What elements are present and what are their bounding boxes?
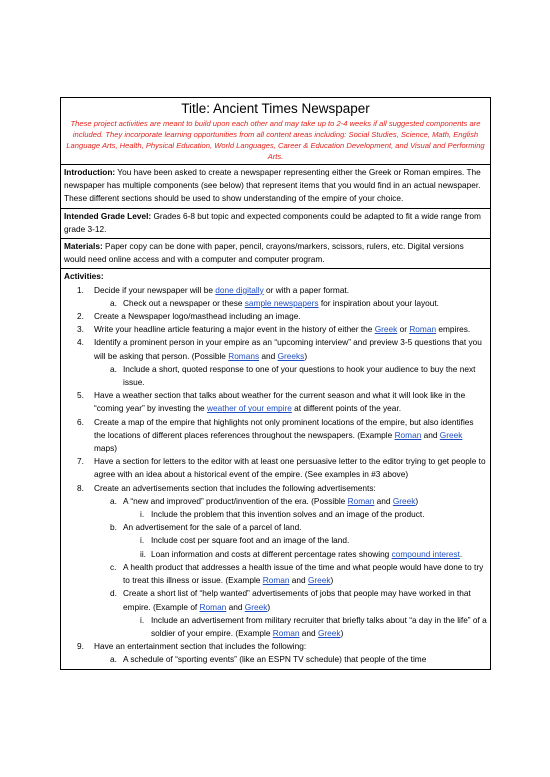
- activity-item: [64, 640, 487, 653]
- introduction-paragraph: [64, 166, 487, 206]
- document-table: [60, 97, 491, 670]
- materials-text: Paper copy can be done with paper, pencil, crayons/markers, scissors, rulers, etc. Digital versions would need online access and with a computer and computer program.: [64, 241, 464, 265]
- activity-text: and: [374, 495, 393, 506]
- activity-text: Loan information and costs at different percentage rates showing: [151, 548, 392, 559]
- activity-item: [64, 534, 487, 547]
- activity-link[interactable]: done digitally: [215, 284, 264, 295]
- activity-item: [64, 336, 487, 362]
- activity-text: Include cost per square foot and an image of the land.: [151, 535, 350, 546]
- list-marker: a.: [110, 495, 117, 506]
- activity-text: Have a section for letters to the editor with at least one persuasive letter to the editor trying to get people to agree with an idea about a historical event of the empire. (See examples in #3 above): [94, 456, 486, 480]
- activity-link[interactable]: weather of your empire: [206, 403, 292, 414]
- activity-text: Create a Newspaper logo/masthead including an image.: [94, 311, 301, 322]
- activity-text: Write your headline article featuring a major event in the history of either the: [94, 324, 375, 335]
- list-marker: 8.: [77, 482, 84, 493]
- activities-heading: [64, 270, 487, 283]
- activity-text: Identify a prominent person in your empire as an “upcoming interview” and preview 3-5 questions that you will be asking that person. (Possible: [94, 337, 482, 361]
- activities-cell: [61, 269, 490, 668]
- activity-link[interactable]: Greek: [317, 627, 341, 638]
- activity-link[interactable]: Greek: [439, 429, 463, 440]
- activity-text: and: [421, 429, 440, 440]
- activity-text: or: [397, 324, 410, 335]
- list-marker: c.: [110, 561, 117, 572]
- activity-text: An advertisement for the sale of a parcel of land.: [123, 522, 302, 533]
- activity-item: [64, 284, 487, 297]
- list-marker: 2.: [77, 311, 84, 322]
- activity-link[interactable]: compound interest: [391, 548, 460, 559]
- list-marker: 1.: [77, 284, 84, 295]
- activity-text: Include a short, quoted response to one of your questions to hook your audience to buy the next issue.: [123, 363, 476, 388]
- activity-link[interactable]: Roman: [199, 601, 227, 612]
- activity-link[interactable]: Greek: [244, 601, 268, 612]
- list-marker: a.: [110, 654, 117, 665]
- list-marker: ii.: [140, 548, 146, 559]
- activity-text: and: [299, 627, 318, 638]
- list-marker: 7.: [77, 456, 84, 467]
- subtitle-note: These project activities are meant to build upon each other and may take up to 2-4 weeks if all suggested components are included. They incorporate learning opportunities from all content areas including: Social Studies, Science, Math, English Language Arts, Health, Physical Education, World Languages, Career & Education Development, and Visual and Performing Arts.: [66, 119, 485, 161]
- list-marker: 4.: [77, 337, 84, 348]
- activity-item: [64, 482, 487, 495]
- activity-text: A schedule of “sporting events” (like an ESPN TV schedule) that people of the time: [123, 654, 427, 665]
- activity-text: empires.: [436, 324, 471, 335]
- activity-item: [64, 548, 487, 561]
- materials-paragraph: [64, 240, 487, 266]
- activity-text: .: [459, 548, 463, 559]
- list-marker: 3.: [77, 324, 84, 335]
- activity-item: [64, 561, 487, 587]
- grade-level-cell: [61, 209, 490, 239]
- activity-item: [64, 614, 487, 640]
- activity-text: Create a short list of “help wanted” advertisements of jobs that people may have worked in that empire. (Example of: [123, 588, 471, 612]
- activity-item: [64, 508, 487, 521]
- activity-item: [64, 310, 487, 323]
- activity-item: [64, 363, 487, 389]
- activity-item: [64, 653, 487, 666]
- activity-text: Have a weather section that talks about weather for the current season and what it will look like in the “coming year” by investing the: [94, 390, 466, 414]
- activity-text: Check out a newspaper or these: [123, 297, 245, 308]
- activity-item: [64, 587, 487, 613]
- activity-text: for inspiration about your layout.: [318, 297, 439, 308]
- list-marker: b.: [110, 522, 117, 533]
- introduction-label: Introduction:: [64, 167, 116, 177]
- activity-item: [64, 521, 487, 534]
- activity-link[interactable]: Greek: [392, 495, 416, 506]
- activity-text: and: [289, 575, 308, 586]
- activity-link[interactable]: Roman: [272, 627, 300, 638]
- activity-text: ): [304, 350, 308, 361]
- list-marker: 6.: [77, 416, 84, 427]
- activity-item: [64, 455, 487, 481]
- activity-text: ): [330, 575, 334, 586]
- grade-level-paragraph: [64, 210, 487, 236]
- list-marker: a.: [110, 297, 117, 308]
- list-marker: a.: [110, 363, 117, 374]
- activity-item: [64, 323, 487, 336]
- activity-link[interactable]: Greek: [374, 324, 398, 335]
- activity-text: A “new and improved” product/invention of the era. (Possible: [123, 495, 348, 506]
- activity-link[interactable]: sample newspapers: [244, 297, 319, 308]
- activity-link[interactable]: Roman: [347, 495, 375, 506]
- activity-item: [64, 297, 487, 310]
- materials-cell: [61, 239, 490, 269]
- list-marker: i.: [140, 614, 145, 625]
- title-cell: [61, 98, 490, 165]
- activity-text: maps): [94, 443, 118, 454]
- activity-item: [64, 389, 487, 415]
- activity-text: Decide if your newspaper will be: [94, 284, 216, 295]
- grade-level-text: Grades 6-8 but topic and expected components could be adapted to fit a wide range from grade 3-12.: [64, 210, 481, 234]
- activity-text: and: [226, 601, 245, 612]
- activity-item: [64, 495, 487, 508]
- activity-text: Include an advertisement from military recruiter that briefly talks about “a day in the life” of a soldier of your empire. (Example: [151, 614, 487, 638]
- list-marker: i.: [140, 509, 145, 520]
- activity-text: and: [259, 350, 278, 361]
- activity-text: Include the problem that this invention solves and an image of the product.: [151, 509, 425, 520]
- activity-text: or with a paper format.: [263, 284, 350, 295]
- activity-link[interactable]: Roman: [394, 429, 422, 440]
- activity-text: at different points of the year.: [291, 403, 402, 414]
- activity-link[interactable]: Greeks: [277, 350, 305, 361]
- activity-text: ): [340, 627, 344, 638]
- materials-label: Materials:: [64, 241, 103, 252]
- page-title: Title: Ancient Times Newspaper: [181, 101, 370, 116]
- introduction-text: You have been asked to create a newspaper representing either the Greek or Roman empires. The newspaper has multiple components (see below) that represent items that you would find in an actual newspaper. These different sections should be used to show understanding of the empire of your choice.: [64, 167, 481, 204]
- activity-link[interactable]: Roman: [409, 324, 437, 335]
- activity-text: Have an entertainment section that includes the following:: [94, 641, 307, 652]
- list-marker: i.: [140, 535, 145, 546]
- introduction-cell: [61, 165, 490, 209]
- list-marker: d.: [110, 588, 117, 599]
- activity-text: ): [267, 601, 271, 612]
- activities-list: [64, 284, 487, 667]
- activity-text: Create an advertisements section that includes the following advertisements:: [94, 482, 376, 493]
- activity-link[interactable]: Romans: [228, 350, 260, 361]
- list-marker: 5.: [77, 390, 84, 401]
- activity-text: ): [415, 495, 419, 506]
- activity-link[interactable]: Greek: [307, 575, 331, 586]
- activity-item: [64, 416, 487, 456]
- activity-text: Create a map of the empire that highlights not only prominent locations of the empire, but also identifies the locations of different places references throughout the newspapers. (Example: [94, 416, 474, 440]
- list-marker: 9.: [77, 641, 84, 652]
- activity-link[interactable]: Roman: [262, 575, 290, 586]
- activity-text: A health product that addresses a health issue of the time and what people would have done to try to treat this illness or issue. (Example: [123, 561, 484, 586]
- activities-label: Activities:: [64, 271, 104, 282]
- grade-level-label: Intended Grade Level:: [64, 210, 152, 221]
